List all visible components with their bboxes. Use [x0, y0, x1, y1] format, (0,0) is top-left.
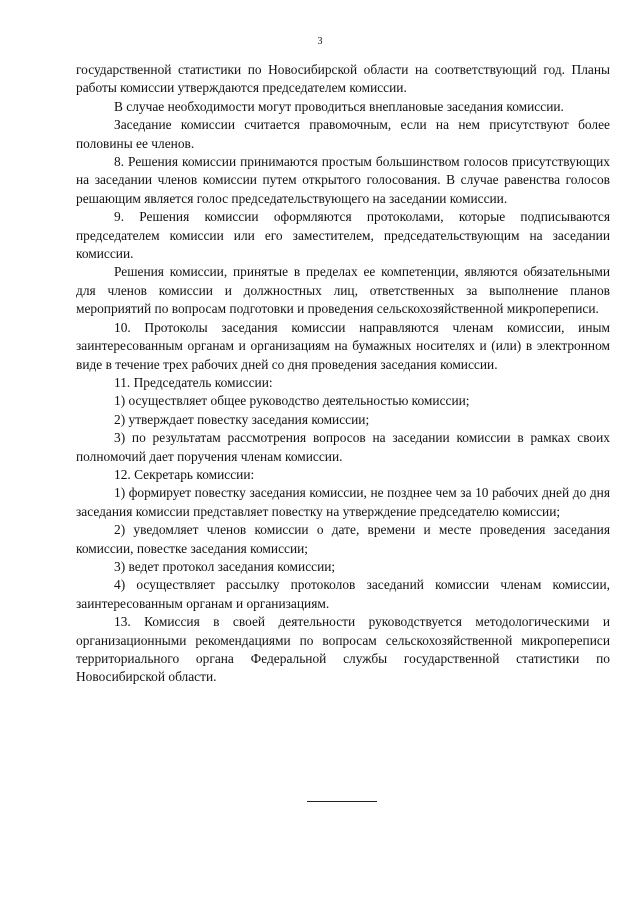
paragraph-item-12-3: 3) ведет протокол заседания комиссии; — [114, 558, 336, 574]
end-of-document-line — [307, 801, 377, 802]
paragraph-continuation: государственной статистики по Новосибирской области на соответствующий год. Планы работы комиссии утверждаются председателем комиссии. — [76, 62, 610, 96]
document-body — [76, 61, 610, 687]
paragraph-item-12-heading: 12. Секретарь комиссии: — [114, 466, 255, 482]
paragraph-item-8: 8. Решения комиссии принимаются простым большинством голосов присутствующих на заседании членов комиссии путем открытого голосования. В случае равенства голосов решающим является голос председательствующего на заседании комиссии. — [76, 154, 610, 206]
paragraph-item-11-2: 2) утверждает повестку заседания комиссии; — [114, 411, 370, 427]
paragraph-item-12-1: 1) формирует повестку заседания комиссии, не позднее чем за 10 рабочих дней до дня заседания комиссии представляет повестку на утверждение председателю комиссии; — [76, 485, 610, 519]
paragraph-item-10: 10. Протоколы заседания комиссии направляются членам комиссии, иным заинтересованным органам и организациям на бумажных носителях и (или) в электронном виде в течение трех рабочих дней со дня проведения заседания комиссии. — [76, 319, 610, 372]
paragraph-quorum: Заседание комиссии считается правомочным, если на нем присутствуют более половины ее членов. — [76, 117, 610, 151]
paragraph-item-13: 13. Комиссия в своей деятельности руководствуется методологическими и организационными рекомендациями по вопросам сельскохозяйственной микропереписи территориального органа Федеральной службы государственной статистики по Новосибирской области. — [76, 614, 610, 685]
paragraph-item-11-1: 1) осуществляет общее руководство деятельностью комиссии; — [114, 393, 470, 409]
paragraph-item-9: 9. Решения комиссии оформляются протоколами, которые подписываются председателем комиссии или его заместителем, председательствующим на заседании комиссии. — [76, 209, 610, 262]
paragraph-unscheduled-meetings: В случае необходимости могут проводиться внеплановые заседания комиссии. — [114, 98, 564, 114]
page-number: 3 — [317, 36, 323, 47]
paragraph-item-12-4: 4) осуществляет рассылку протоколов заседаний комиссии членам комиссии, заинтересованным органам и организациям. — [76, 577, 610, 611]
paragraph-item-12-2: 2) уведомляет членов комиссии о дате, времени и месте проведения заседания комиссии, повестке заседания комиссии; — [76, 522, 610, 556]
paragraph-item-11-3: 3) по результатам рассмотрения вопросов на заседании комиссии в рамках своих полномочий дает поручения членам комиссии. — [76, 430, 610, 464]
paragraph-decisions-binding: Решения комиссии, принятые в пределах ее компетенции, являются обязательными для членов комиссии и должностных лиц, ответственных за выполнение планов мероприятий по вопросам подготовки и проведения сельскохозяйственной микропереписи. — [76, 264, 610, 317]
paragraph-item-11-heading: 11. Председатель комиссии: — [114, 374, 273, 390]
